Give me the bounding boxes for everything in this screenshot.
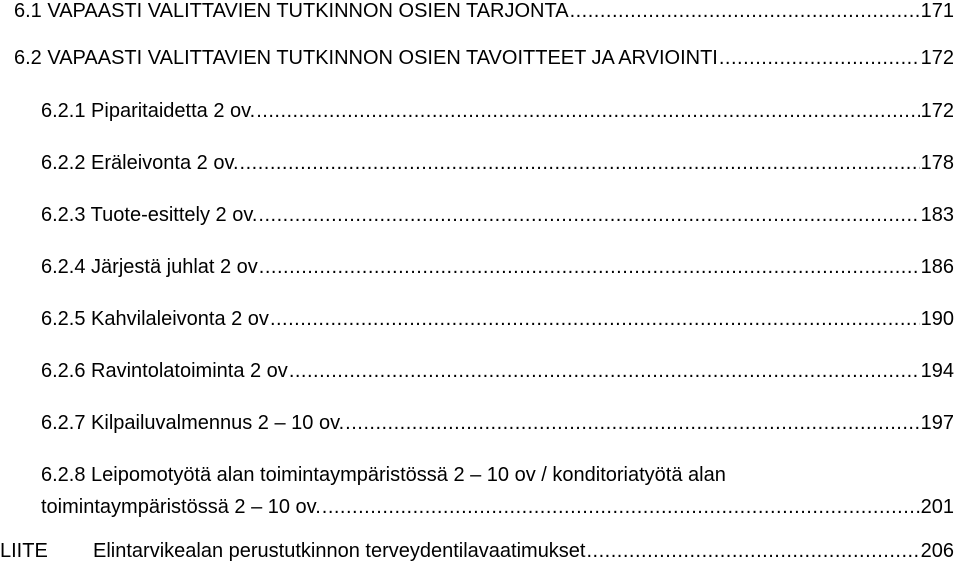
toc-entry-6-2-1[interactable]: [41, 98, 954, 124]
toc-page-number: 197: [920, 412, 954, 434]
toc-page-number: 178: [920, 152, 954, 174]
toc-entry-6-2-5[interactable]: [41, 306, 954, 332]
toc-entry-appendix[interactable]: [93, 538, 954, 564]
toc-entry-title: 6.2 VAPAASTI VALITTAVIEN TUTKINNON OSIEN TAVOITTEET JA ARVIOINTI: [14, 47, 718, 69]
toc-entry-6-2-6[interactable]: [41, 358, 954, 384]
toc-page-number: 186: [920, 256, 954, 278]
toc-page-number: 172: [920, 47, 954, 69]
dot-leader: [259, 254, 920, 280]
toc-page-number: 172: [920, 100, 954, 122]
toc-entry-6-2-2[interactable]: [41, 150, 954, 176]
toc-page-number: 194: [920, 360, 954, 382]
toc-entry-title: 6.1 VAPAASTI VALITTAVIEN TUTKINNON OSIEN TARJONTA: [14, 0, 569, 22]
toc-page-number: 183: [920, 204, 954, 226]
dot-leader: [587, 538, 920, 564]
dot-leader: [256, 98, 919, 124]
toc-entry-title: Elintarvikealan perustutkinnon terveydentilavaatimukset: [93, 540, 586, 562]
dot-leader: [345, 410, 919, 436]
dot-leader: [258, 202, 919, 228]
dot-leader: [270, 306, 920, 332]
dot-leader: [240, 150, 920, 176]
toc-entry-title: 6.2.6 Ravintolatoiminta 2 ov: [41, 360, 288, 382]
toc-entry-title-continuation: toimintaympäristössä 2 – 10 ov.: [41, 496, 321, 518]
toc-entry-title: 6.2.1 Piparitaidetta 2 ov.: [41, 100, 256, 122]
toc-entry-title: 6.2.3 Tuote-esittely 2 ov.: [41, 204, 258, 226]
toc-entry-title: 6.2.7 Kilpailuvalmennus 2 – 10 ov.: [41, 412, 345, 434]
toc-page-number: 206: [920, 540, 954, 562]
toc-entry-6-2-4[interactable]: [41, 254, 954, 280]
toc-page-number: 190: [920, 308, 954, 330]
toc-entry-title: 6.2.2 Eräleivonta 2 ov.: [41, 152, 239, 174]
toc-page-number: 201: [920, 496, 954, 518]
dot-leader: [289, 358, 920, 384]
dot-leader: [570, 0, 920, 24]
toc-entry-6-1[interactable]: [14, 0, 954, 24]
toc-page-number: 171: [920, 0, 954, 22]
toc-entry-6-2-3[interactable]: [41, 202, 954, 228]
toc-entry-6-2-8-line-1[interactable]: 6.2.8 Leipomotyötä alan toimintaympäristössä 2 – 10 ov / konditoriatyötä alan: [41, 464, 726, 486]
toc-entry-6-2-8[interactable]: [41, 494, 954, 520]
appendix-label: LIITE: [0, 540, 48, 562]
toc-entry-title: 6.2.4 Järjestä juhlat 2 ov: [41, 256, 258, 278]
toc-entry-title: 6.2.5 Kahvilaleivonta 2 ov: [41, 308, 269, 330]
toc-entry-6-2-7[interactable]: [41, 410, 954, 436]
toc-entry-6-2[interactable]: [14, 45, 954, 71]
dot-leader: [322, 494, 920, 520]
dot-leader: [719, 45, 920, 71]
